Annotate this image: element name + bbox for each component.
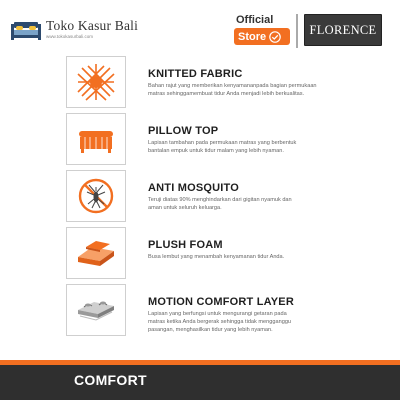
feature-item	[66, 56, 356, 108]
knitted-fabric-icon	[74, 62, 118, 102]
footer-title: COMFORT	[74, 372, 147, 388]
anti-mosquito-icon	[74, 176, 118, 216]
header	[0, 0, 400, 50]
footer-accent-stripe	[0, 360, 400, 365]
check-circle-icon	[269, 31, 281, 43]
feature-title: PILLOW TOP	[148, 125, 219, 137]
store-label: Store	[238, 30, 267, 43]
feature-title: KNITTED FABRIC	[148, 68, 243, 80]
feature-list	[66, 56, 356, 341]
feature-icon-box	[66, 170, 126, 222]
feature-description: Lapisan tambahan pada permukaan matras yang berbentuk bantalan empuk untuk tidur malam yang lebih nyaman.	[148, 140, 297, 155]
feature-item	[66, 170, 356, 222]
feature-icon-box	[66, 56, 126, 108]
feature-item	[66, 113, 356, 165]
feature-item	[66, 227, 356, 279]
shop-url: www.tokokasurbali.com	[46, 34, 94, 39]
shop-name: Toko Kasur Bali	[46, 18, 139, 33]
feature-icon-box	[66, 227, 126, 279]
official-label: Official	[236, 14, 274, 26]
header-divider	[296, 14, 298, 48]
feature-description: Teruji diatas 90% menghindarkan dari gigitan nyamuk dan aman untuk seluruh keluarga.	[148, 197, 292, 212]
feature-item	[66, 284, 356, 336]
feature-icon-box	[66, 284, 126, 336]
motion-comfort-layer-icon	[74, 290, 118, 330]
pillow-top-icon	[74, 119, 118, 159]
feature-description: Bahan rajut yang memberikan kenyamananpada bagian permukaan matras sehinggamembuat tidur Anda menjadi lebih berkualitas.	[148, 83, 317, 98]
plush-foam-icon	[74, 233, 118, 273]
footer-banner	[0, 360, 400, 400]
feature-title: ANTI MOSQUITO	[148, 182, 240, 194]
feature-description: Busa lembut yang menambah kenyamanan tidur Anda.	[148, 254, 285, 260]
brand-logo	[304, 14, 382, 46]
store-badge	[234, 28, 290, 45]
feature-title: MOTION COMFORT LAYER	[148, 296, 294, 308]
feature-icon-box	[66, 113, 126, 165]
official-store-badge	[234, 14, 292, 45]
brand-name: FLORENCE	[309, 22, 377, 37]
feature-title: PLUSH FOAM	[148, 239, 223, 251]
bed-logo-icon	[10, 18, 42, 42]
feature-description: Lapisan yang berfungsi untuk mengurangi getaran pada matras ketika Anda bergerak sehingga tidak mengganggu pasangan, menghasilkan tidur yang lebih nyaman.	[148, 311, 292, 334]
